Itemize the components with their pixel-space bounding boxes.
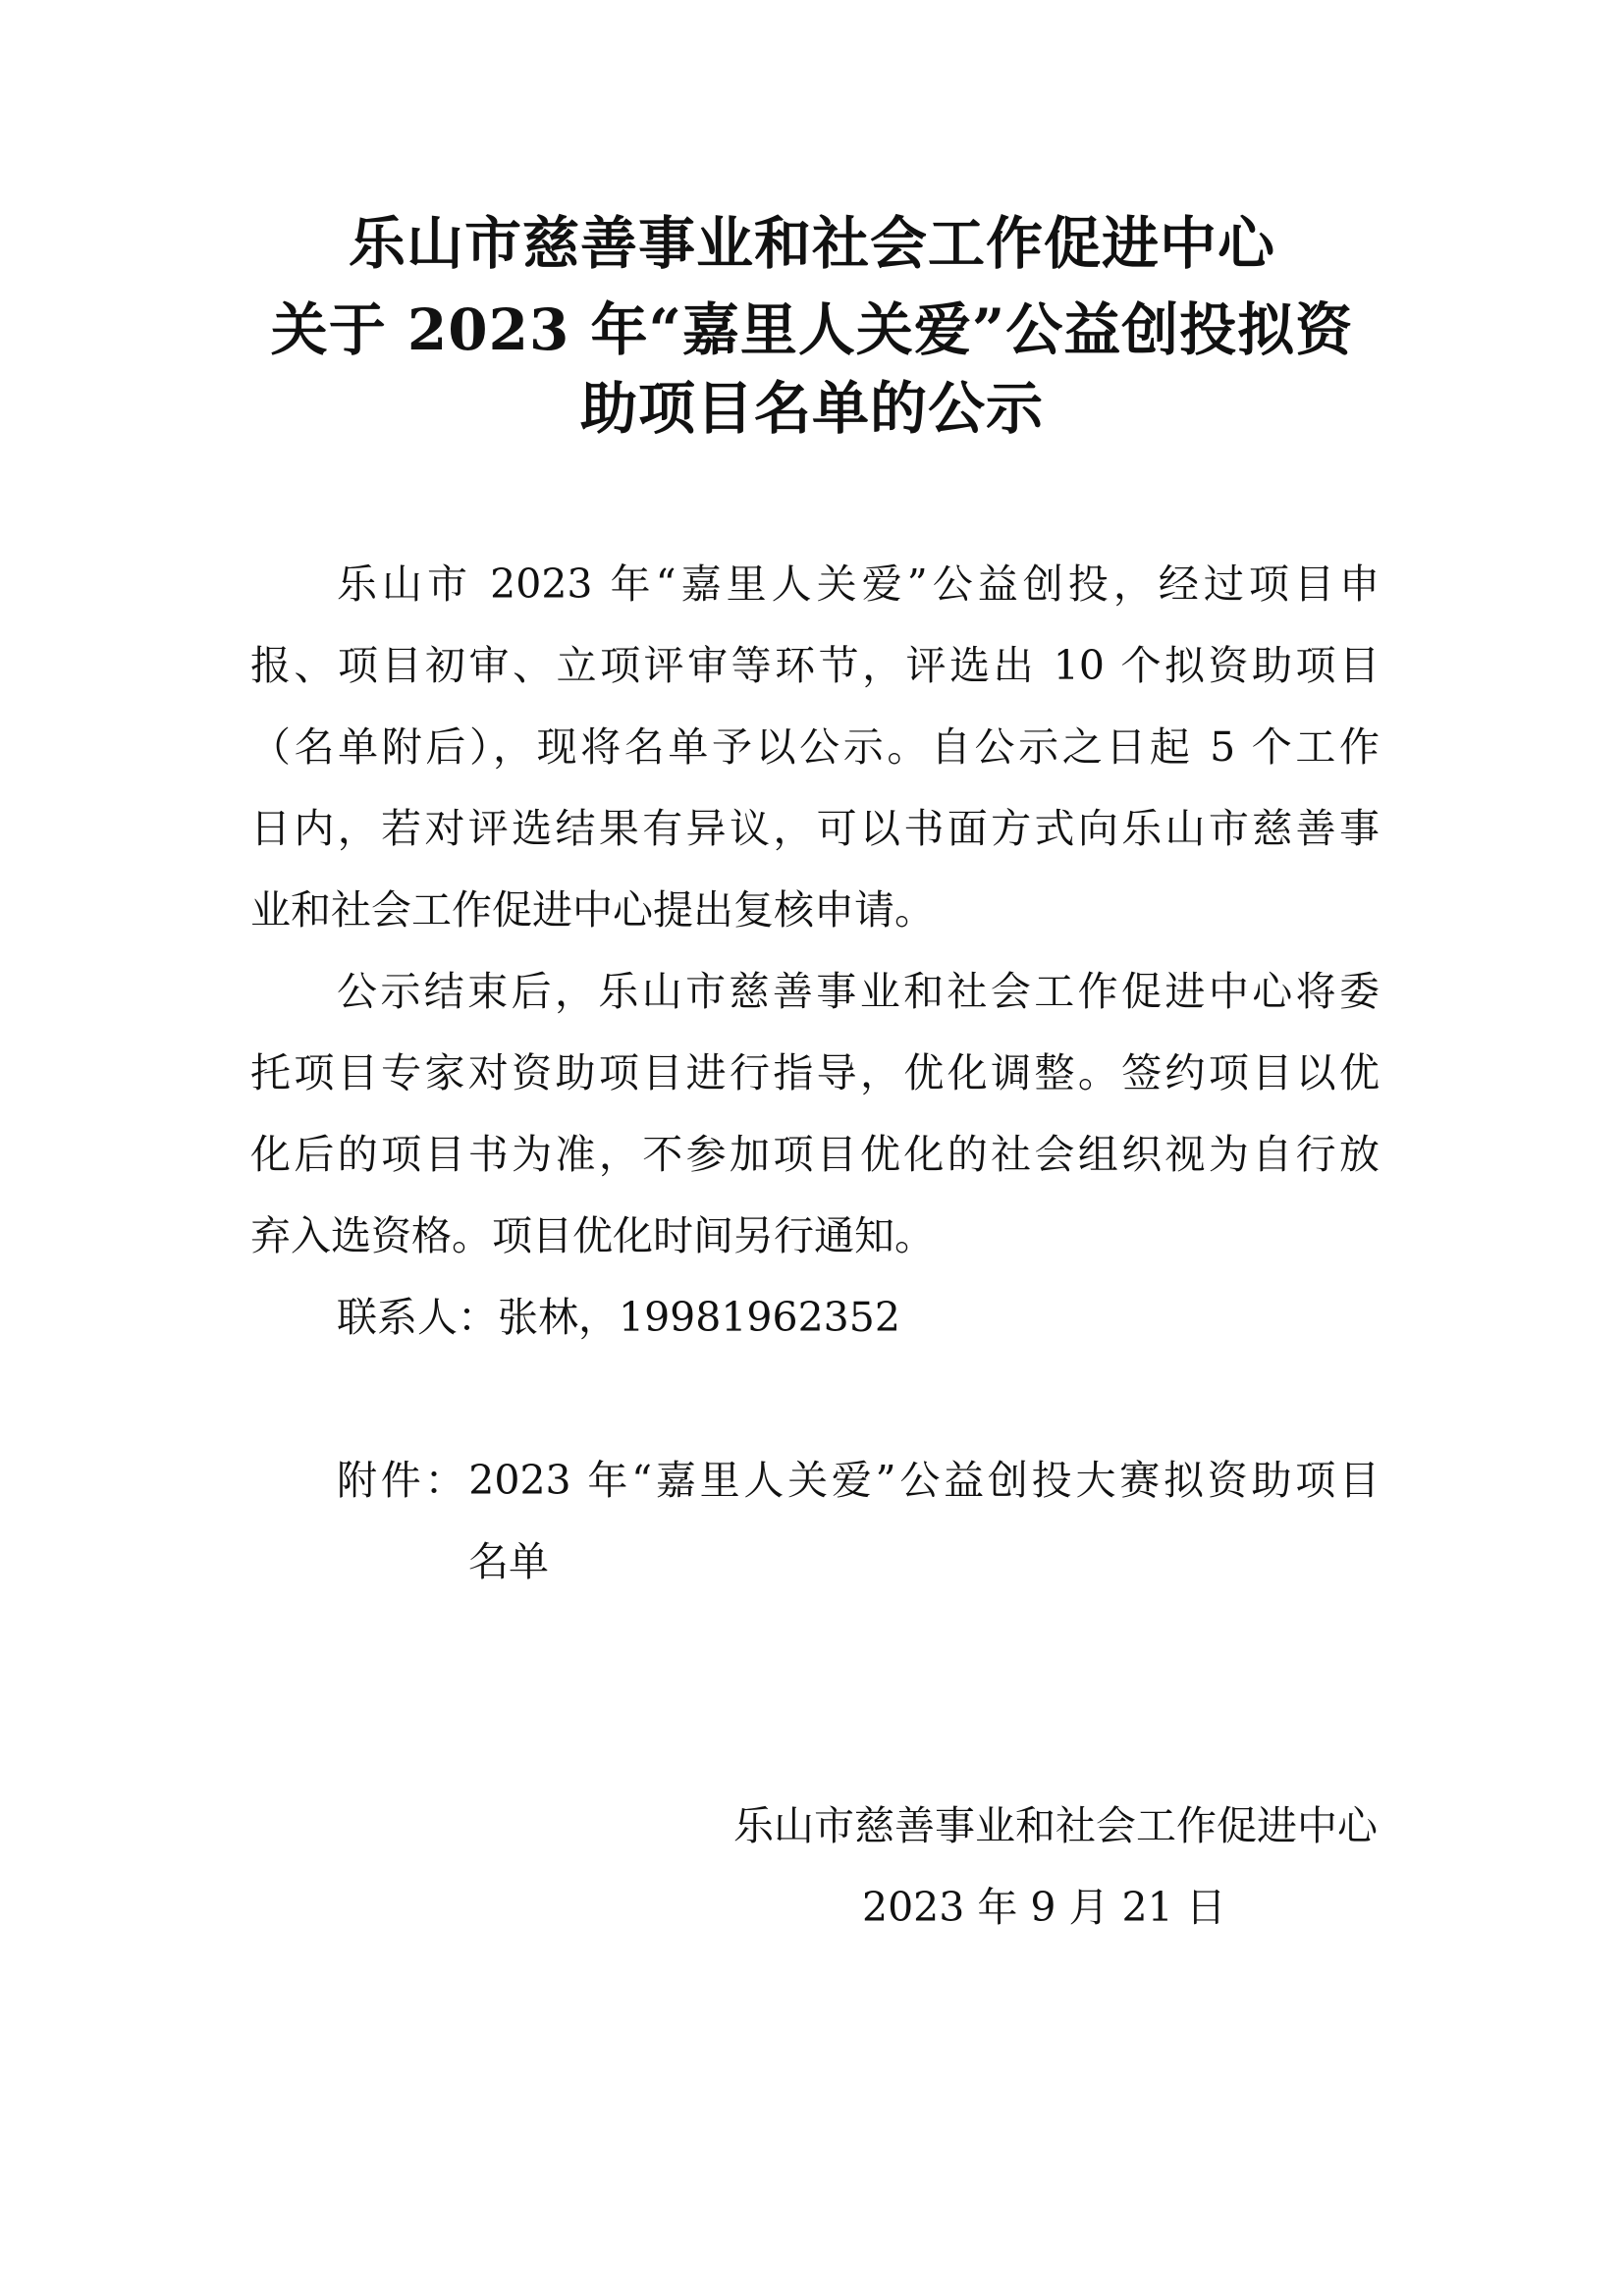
contact-line: 联系人：张林，19981962352 (337, 1294, 900, 1341)
attachment-line-2: 名单 (468, 1538, 549, 1585)
paragraph-1-line-1: 乐山市 2023 年“嘉里人关爱”公益创投，经过项目申 (337, 561, 1380, 608)
signature-date: 2023 年 9 月 21 日 (862, 1884, 1226, 1931)
document-title-line-3: 助项目名单的公示 (579, 375, 1044, 442)
paragraph-1-line-4: 日内，若对评选结果有异议，可以书面方式向乐山市慈善事 (250, 805, 1380, 852)
signature-organization: 乐山市慈善事业和社会工作促进中心 (733, 1802, 1378, 1849)
paragraph-2-line-1: 公示结束后，乐山市慈善事业和社会工作促进中心将委 (337, 968, 1380, 1015)
paragraph-2-line-2: 托项目专家对资助项目进行指导，优化调整。签约项目以优 (250, 1049, 1380, 1096)
paragraph-1-line-2: 报、项目初审、立项评审等环节，评选出 10 个拟资助项目 (250, 642, 1380, 689)
paragraph-2-line-3: 化后的项目书为准，不参加项目优化的社会组织视为自行放 (250, 1131, 1380, 1178)
document-title-line-2: 关于 2023 年“嘉里人关爱”公益创投拟资 (270, 296, 1354, 363)
document-title-line-1: 乐山市慈善事业和社会工作促进中心 (348, 210, 1275, 277)
paragraph-1-line-5: 业和社会工作促进中心提出复核申请。 (250, 886, 935, 934)
attachment-line-1: 附件：2023 年“嘉里人关爱”公益创投大赛拟资助项目 (337, 1457, 1380, 1504)
paragraph-1-line-3: （名单附后），现将名单予以公示。自公示之日起 5 个工作 (250, 723, 1380, 771)
paragraph-2-line-4: 弃入选资格。项目优化时间另行通知。 (250, 1212, 935, 1259)
